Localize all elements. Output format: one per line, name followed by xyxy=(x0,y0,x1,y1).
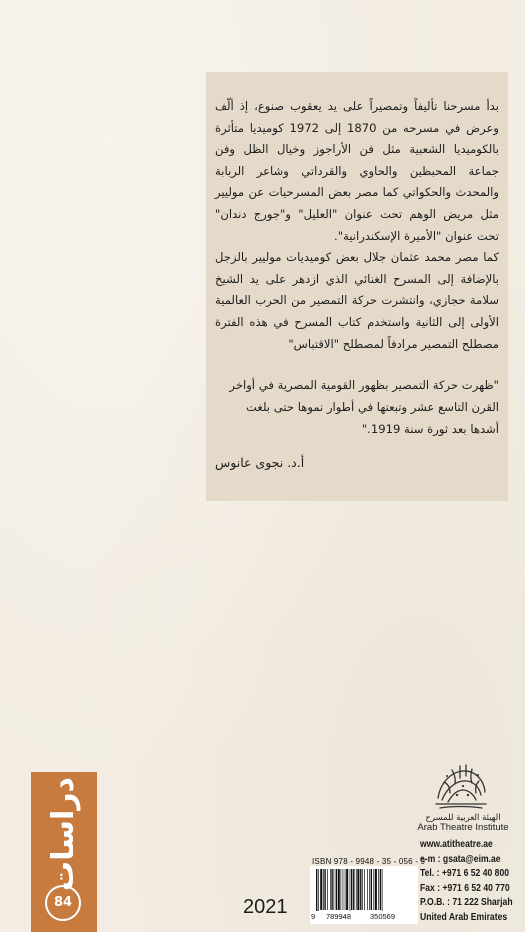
series-number: 84 xyxy=(45,885,81,921)
barcode-digits xyxy=(310,912,418,922)
publication-year: 2021 xyxy=(243,896,288,918)
quote-text: "ظهرت حركة التمصير بظهور القومية المصرية في أواخر القرن التاسع عشر وتبعتها في أطوار نموها حتى بلغت أشدها بعد ثورة سنة 1919." xyxy=(229,378,499,436)
isbn-barcode xyxy=(310,866,418,924)
publisher-name-arabic: الهيئة العربية للمسرح xyxy=(425,813,501,823)
barcode-digit-group-1: 789948 xyxy=(326,912,352,921)
synopsis-paragraph-2: كما مصر محمد عثمان جلال بعض كوميديات موليير بالزجل بالإضافة إلى المسرح الغنائي الذي ازدهر على يد الشيخ سلامة حجازي، وانتشرت حركة التمصير من الحرب العالمية الأولى إلى الثانية واستخدم كتاب المسرح في هذه الفترة مصطلح التمصير مرادفاً لمصطلح "الاقتباس" xyxy=(215,250,499,351)
publisher-pobox: P.O.B. : 71 222 Sharjah xyxy=(420,897,513,908)
publisher-name-english: Arab Theatre Institute xyxy=(417,822,509,833)
synopsis-paragraph-1: بدأ مسرحنا تأليفاً وتمصيراً على يد يعقوب صنوع، إذ ألّف وعرض في مسرحه من 1870 إلى 1972 كوميديا متأثرة بالكوميديا الشعبية مثل فن الأراجوز وخيال الظل وفن جماعة المحبظين والحاوي والقرداتي وشاعر الربابة والمحدث والحكواتي كما مصر بعض المسرحيات عن موليير مثل مريض الوهم تحت عنوان "العليل" و"جورج دندان" تحت عنوان "الأميرة الإسكندرانية". xyxy=(215,99,500,243)
publisher-tel: Tel. : +971 6 52 40 800 xyxy=(420,868,510,879)
calligraphy-emblem-icon xyxy=(430,762,492,812)
publisher-website: www.atitheatre.ae xyxy=(420,839,493,850)
publisher-contact xyxy=(420,838,513,925)
series-tab xyxy=(31,772,97,932)
barcode-icon xyxy=(316,869,412,911)
publisher-email: e-m : gsata@eim.ae xyxy=(420,853,501,865)
publisher-fax: Fax : +971 6 52 40 770 xyxy=(420,882,510,894)
barcode-digit-prefix: 9 xyxy=(311,912,316,921)
quote-block xyxy=(215,374,499,440)
series-title: دراسات xyxy=(46,777,81,891)
isbn-label: ISBN 978 - 9948 - 35 - 056 - 9 xyxy=(312,857,426,866)
barcode-digit-group-2: 350569 xyxy=(370,912,396,921)
quote-author: أ.د. نجوى عانوس xyxy=(215,455,305,470)
publisher-country: United Arab Emirates xyxy=(420,911,508,923)
synopsis-text xyxy=(215,96,499,355)
